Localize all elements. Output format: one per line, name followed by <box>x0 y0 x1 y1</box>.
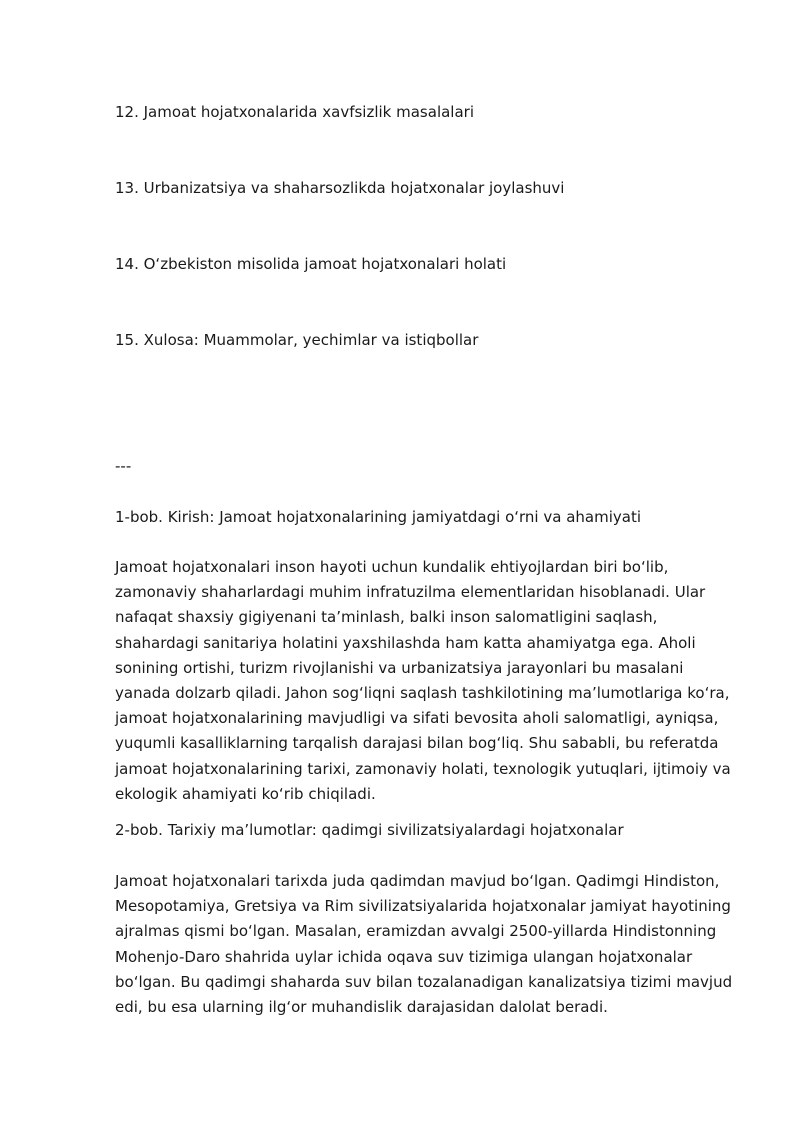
toc-item-15: 15. Xulosa: Muammolar, yechimlar va istiqbollar <box>115 331 479 349</box>
toc-item-14: 14. O‘zbekiston misolida jamoat hojatxonalari holati <box>115 255 507 273</box>
paragraph-line: ekologik ahamiyati ko‘rib chiqiladi. <box>115 784 376 803</box>
chapter-1-heading: 1-bob. Kirish: Jamoat hojatxonalarining jamiyatdagi o‘rni va ahamiyati <box>115 508 641 526</box>
paragraph-line: Mohenjo-Daro shahrida uylar ichida oqava suv tizimiga ulangan hojatxonalar <box>115 947 693 966</box>
paragraph-line: bo‘lgan. Bu qadimgi shaharda suv bilan tozalanadigan kanalizatsiya tizimi mavjud <box>115 972 733 991</box>
paragraph-line: Jamoat hojatxonalari tarixda juda qadimdan mavjud bo‘lgan. Qadimgi Hindiston, <box>115 872 720 890</box>
paragraph-line: Jamoat hojatxonalari inson hayoti uchun kundalik ehtiyojlardan biri bo‘lib, <box>115 558 669 576</box>
toc-item-13: 13. Urbanizatsiya va shaharsozlikda hojatxonalar joylashuvi <box>115 179 565 197</box>
paragraph-line: jamoat hojatxonalarining mavjudligi va sifati bevosita aholi salomatligi, ayniqsa, <box>115 709 719 728</box>
section-separator: --- <box>115 457 132 475</box>
chapter-2-paragraph <box>115 869 735 1020</box>
paragraph-line: ajralmas qismi bo‘lgan. Masalan, eramizdan avvalgi 2500-yillarda Hindistonning <box>115 922 717 941</box>
paragraph-line: nafaqat shaxsiy gigiyenani ta’minlash, balki inson salomatligini saqlash, <box>115 608 658 627</box>
paragraph-line: zamonaviy shaharlardagi muhim infratuzilma elementlaridan hisoblanadi. Ular <box>115 583 706 602</box>
chapter-2-heading: 2-bob. Tarixiy ma’lumotlar: qadimgi sivilizatsiyalardagi hojatxonalar <box>115 821 624 839</box>
paragraph-line: yanada dolzarb qiladi. Jahon sog‘liqni saqlash tashkilotining ma’lumotlariga ko‘ra, <box>115 684 730 703</box>
paragraph-line: yuqumli kasalliklarning tarqalish darajasi bilan bog‘liq. Shu sababli, bu referatda <box>115 734 719 753</box>
paragraph-line: edi, bu esa ularning ilg‘or muhandislik darajasidan dalolat beradi. <box>115 998 608 1017</box>
chapter-1-paragraph <box>115 555 735 807</box>
paragraph-line: jamoat hojatxonalarining tarixi, zamonaviy holati, texnologik yutuqlari, ijtimoiy va <box>115 759 731 778</box>
paragraph-line: shahardagi sanitariya holatini yaxshilashda ham katta ahamiyatga ega. Aholi <box>115 633 696 652</box>
toc-item-12: 12. Jamoat hojatxonalarida xavfsizlik masalalari <box>115 103 474 121</box>
paragraph-line: Mesopotamiya, Gretsiya va Rim sivilizatsiyalarida hojatxonalar jamiyat hayotining <box>115 897 731 916</box>
paragraph-line: sonining ortishi, turizm rivojlanishi va urbanizatsiya jarayonlari bu masalani <box>115 658 684 677</box>
